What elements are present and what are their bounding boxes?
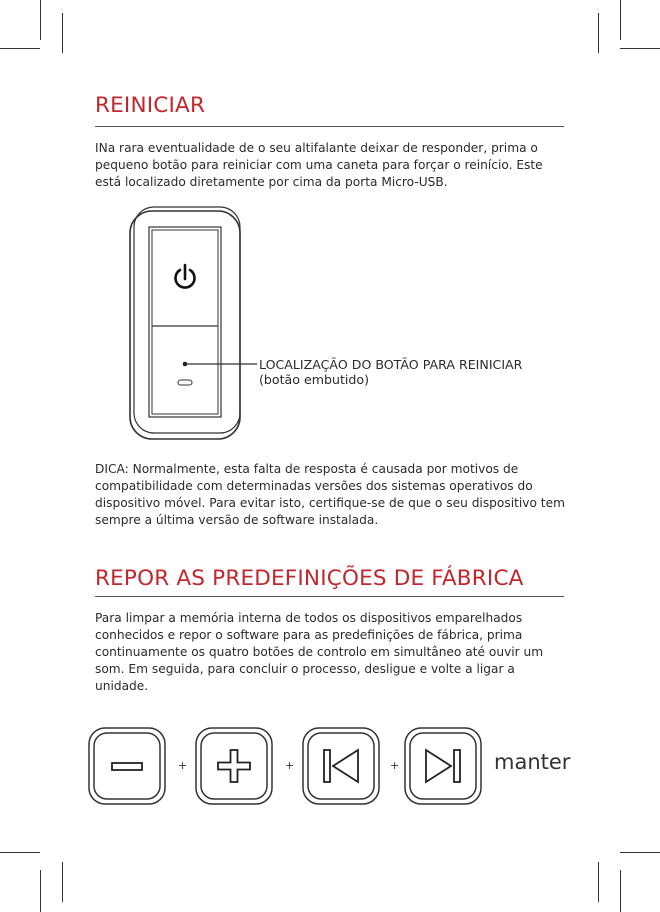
next-track-button [404, 727, 482, 805]
crop-mark [40, 0, 41, 40]
plus-sign: + [390, 759, 400, 772]
tip-paragraph: DICA: Normalmente, esta falta de resposta é causada por motivos de compatibilidade com determinadas versões dos sistemas operativos do dispositivo móvel. Para evitar isto, certifique-se de que o seu dispositivo tem sempre a última versão de software instalada. [95, 462, 565, 527]
volume-down-icon [112, 763, 142, 770]
crop-mark [0, 852, 40, 853]
section-divider [95, 126, 564, 127]
hold-label: manter [494, 750, 571, 774]
volume-up-button [195, 727, 273, 805]
crop-mark [0, 48, 40, 49]
reset-button-note: (botão embutido) [259, 372, 370, 387]
crop-mark [620, 852, 660, 853]
crop-mark [40, 870, 41, 912]
reset-section-title: REINICIAR [95, 93, 206, 118]
section-divider [95, 596, 564, 597]
reset-instructions: INa rara eventualidade de o seu altifalante deixar de responder, prima o pequeno botão para reiniciar com uma caneta para forçar o reinício. Este está localizado diretamente por cima da porta Micro-USB. [95, 141, 543, 189]
plus-sign: + [178, 759, 188, 772]
reset-pinhole [183, 362, 188, 367]
volume-down-button [88, 727, 166, 805]
power-icon [176, 265, 195, 288]
crop-mark [62, 13, 63, 53]
crop-mark [62, 862, 63, 902]
plus-sign: + [285, 759, 295, 772]
crop-mark [598, 13, 599, 53]
reset-button-location-label: LOCALIZAÇÃO DO BOTÃO PARA REINICIAR [259, 357, 523, 372]
previous-track-button [302, 727, 380, 805]
previous-track-icon [324, 750, 358, 782]
volume-up-icon [218, 750, 250, 782]
speaker-device-illustration [120, 205, 550, 450]
micro-usb-port [178, 380, 192, 385]
crop-mark [620, 0, 621, 40]
crop-mark [620, 48, 660, 49]
crop-mark [598, 862, 599, 902]
crop-mark [620, 870, 621, 912]
next-track-icon [426, 750, 460, 782]
factory-reset-instructions: Para limpar a memória interna de todos os dispositivos emparelhados conhecidos e repor o software para as predefinições de fábrica, prima continuamente os quatro botões de controlo em simultâneo até ouvir um som. Em seguida, para concluir o processo, desligue e volte a ligar a unidade. [95, 611, 544, 693]
factory-reset-section-title: REPOR AS PREDEFINIÇÕES DE FÁBRICA [95, 566, 524, 591]
